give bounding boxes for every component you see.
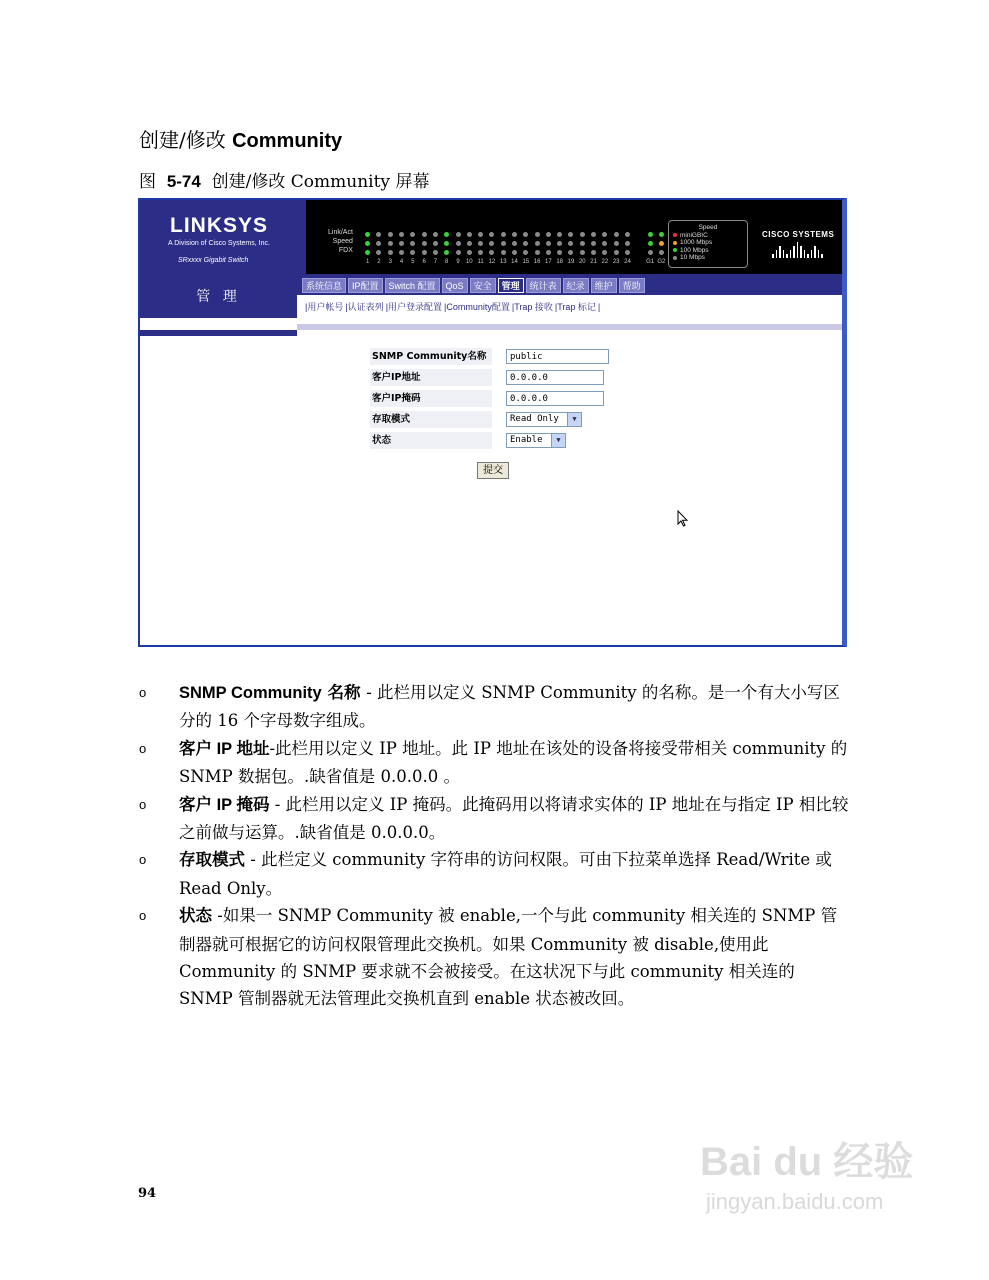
port-led bbox=[430, 239, 441, 248]
port-led bbox=[577, 239, 588, 248]
port-led bbox=[464, 230, 475, 239]
chevron-down-icon[interactable]: ▼ bbox=[551, 434, 565, 447]
description-item bbox=[139, 791, 851, 847]
tab-6[interactable]: 统计表 bbox=[526, 278, 561, 293]
port-led bbox=[464, 239, 475, 248]
port-number: 18 bbox=[556, 259, 564, 265]
item-text: - 此栏用以定义 SNMP Community 的名称。是一个有大小写区分的 16 个字母数字组成。 bbox=[179, 683, 840, 731]
port-led bbox=[464, 248, 475, 257]
client-mask-label: 客户IP掩码 bbox=[370, 390, 492, 407]
chevron-down-icon[interactable]: ▼ bbox=[567, 413, 581, 426]
bullet: o bbox=[139, 908, 147, 924]
item-text: - 此栏定义 community 字符串的访问权限。可由下拉菜单选择 Read/Write 或 Read Only。 bbox=[179, 850, 832, 898]
port-led bbox=[656, 248, 667, 257]
port-led bbox=[373, 248, 384, 257]
port-number: 10 bbox=[465, 259, 473, 265]
port-led bbox=[565, 248, 576, 257]
port-led bbox=[622, 248, 633, 257]
description-item bbox=[139, 846, 851, 902]
bullet: o bbox=[139, 685, 147, 700]
tab-0[interactable]: 系统信息 bbox=[302, 278, 346, 293]
status-row bbox=[370, 430, 609, 451]
port-led bbox=[396, 230, 407, 239]
port-number: 13 bbox=[499, 259, 507, 265]
port-led bbox=[633, 248, 644, 257]
community-name-input[interactable]: public bbox=[506, 349, 609, 364]
cisco-bars-icon bbox=[772, 242, 823, 258]
subnav-link[interactable]: |用户帐号 bbox=[305, 302, 344, 312]
figure-caption: 图 5-74 创建/修改 Community 屏幕 bbox=[139, 172, 430, 192]
ip-row bbox=[370, 367, 609, 388]
port-led bbox=[531, 239, 542, 248]
port-led bbox=[373, 230, 384, 239]
port-led bbox=[452, 230, 463, 239]
port-led bbox=[599, 230, 610, 239]
port-led bbox=[441, 248, 452, 257]
client-ip-input[interactable]: 0.0.0.0 bbox=[506, 370, 604, 385]
tab-8[interactable]: 维护 bbox=[591, 278, 617, 293]
port-number: 5 bbox=[411, 259, 415, 265]
client-ip-label: 客户IP地址 bbox=[370, 369, 492, 386]
port-led bbox=[644, 239, 655, 248]
port-led bbox=[498, 239, 509, 248]
port-led bbox=[486, 239, 497, 248]
port-led bbox=[498, 230, 509, 239]
port-led bbox=[588, 230, 599, 239]
port-led bbox=[577, 230, 588, 239]
device-header bbox=[140, 200, 842, 274]
port-number: 23 bbox=[612, 259, 620, 265]
port-led bbox=[633, 239, 644, 248]
item-term: 状态 bbox=[179, 907, 212, 926]
port-number: G2 bbox=[657, 259, 666, 265]
bullet: o bbox=[139, 796, 147, 812]
port-leds bbox=[362, 230, 667, 257]
community-row bbox=[370, 346, 609, 367]
tab-9[interactable]: 帮助 bbox=[619, 278, 645, 293]
navigation-band bbox=[140, 274, 842, 330]
port-led bbox=[588, 248, 599, 257]
port-led bbox=[418, 230, 429, 239]
port-led bbox=[611, 230, 622, 239]
port-number: 7 bbox=[433, 259, 438, 265]
port-led bbox=[373, 239, 384, 248]
tab-1[interactable]: IP配置 bbox=[348, 278, 383, 293]
baidu-watermark: Bai du 经验 jingyan.baidu.com bbox=[700, 1140, 914, 1214]
port-number: 15 bbox=[522, 259, 530, 265]
port-led bbox=[554, 230, 565, 239]
community-form bbox=[370, 346, 609, 451]
submit-button[interactable]: 提交 bbox=[477, 462, 509, 479]
port-led bbox=[452, 239, 463, 248]
mask-row bbox=[370, 388, 609, 409]
port-led bbox=[622, 230, 633, 239]
description-item bbox=[139, 679, 851, 735]
switch-ui-screenshot bbox=[138, 198, 847, 647]
subnav-link[interactable]: |用户登录配置 bbox=[385, 302, 443, 312]
port-led bbox=[418, 248, 429, 257]
port-led bbox=[554, 239, 565, 248]
port-led bbox=[486, 230, 497, 239]
port-led bbox=[577, 248, 588, 257]
led-row bbox=[362, 239, 667, 248]
port-led bbox=[385, 230, 396, 239]
item-term: 客户 IP 地址 bbox=[179, 739, 270, 758]
port-number: G1 bbox=[646, 259, 655, 265]
port-number: 3 bbox=[388, 259, 392, 265]
subnav-divider bbox=[297, 324, 842, 330]
page-number: 94 bbox=[138, 1186, 157, 1201]
port-led bbox=[430, 230, 441, 239]
nav-strip bbox=[140, 318, 297, 336]
bullet: o bbox=[139, 852, 147, 868]
port-led bbox=[362, 248, 373, 257]
port-number: 16 bbox=[533, 259, 541, 265]
port-number: 17 bbox=[545, 259, 552, 265]
port-number bbox=[633, 259, 644, 265]
item-term: 存取模式 bbox=[179, 851, 245, 870]
linksys-logo-area bbox=[140, 200, 306, 274]
client-mask-input[interactable]: 0.0.0.0 bbox=[506, 391, 604, 406]
subnav-link[interactable]: |认证表列 bbox=[345, 302, 384, 312]
item-text: - 此栏用以定义 IP 掩码。此掩码用以将请求实体的 IP 地址在与指定 IP 相比较之前做与运算。.缺省值是 0.0.0.0。 bbox=[179, 794, 849, 843]
port-led bbox=[644, 230, 655, 239]
port-led bbox=[509, 248, 520, 257]
led-labels: Link/Act Speed FDX bbox=[328, 229, 353, 254]
port-led bbox=[531, 248, 542, 257]
item-text: -此栏用以定义 IP 地址。此 IP 地址在该处的设备将接受带相关 community 的 SNMP 数据包。.缺省值是 0.0.0.0 。 bbox=[179, 738, 848, 787]
tab-2[interactable]: Switch 配置 bbox=[385, 278, 440, 293]
section-heading: 创建/修改 Community bbox=[139, 128, 343, 152]
speed-legend: Speed miniGBIC 1000 Mbps 100 Mbps 10 Mbps bbox=[668, 220, 748, 268]
port-number: 20 bbox=[578, 259, 586, 265]
sub-navigation bbox=[305, 300, 602, 313]
status-select[interactable]: Enable ▼ bbox=[506, 433, 566, 448]
port-led bbox=[565, 239, 576, 248]
port-led bbox=[531, 230, 542, 239]
port-led bbox=[407, 230, 418, 239]
subnav-link[interactable]: |Community配置 bbox=[444, 302, 510, 312]
port-led bbox=[520, 248, 531, 257]
port-number: 22 bbox=[601, 259, 609, 265]
item-term-suffix: 名称 bbox=[321, 683, 367, 702]
port-number: 9 bbox=[456, 259, 460, 265]
port-led bbox=[543, 248, 554, 257]
port-led bbox=[418, 239, 429, 248]
description-item bbox=[139, 735, 851, 791]
cisco-logo: CISCO SYSTEMS bbox=[762, 230, 835, 239]
logo-subtitle: A Division of Cisco Systems, Inc. bbox=[168, 240, 270, 247]
subnav-link[interactable]: |Trap 标记 bbox=[554, 302, 596, 312]
field-description-list bbox=[139, 679, 851, 1013]
port-led bbox=[543, 239, 554, 248]
access-mode-select[interactable]: Read Only ▼ bbox=[506, 412, 582, 427]
tab-4[interactable]: 安全 bbox=[470, 278, 496, 293]
port-led bbox=[633, 230, 644, 239]
port-led bbox=[611, 239, 622, 248]
status-label: 状态 bbox=[370, 432, 492, 449]
subnav-link: | bbox=[597, 302, 601, 312]
port-led bbox=[509, 239, 520, 248]
access-mode-label: 存取模式 bbox=[370, 411, 492, 428]
port-led bbox=[362, 239, 373, 248]
port-number: 14 bbox=[511, 259, 518, 265]
section-title: 管 理 bbox=[140, 274, 297, 318]
port-led bbox=[396, 239, 407, 248]
community-name-label: SNMP Community名称 bbox=[370, 348, 492, 365]
port-number: 12 bbox=[488, 259, 496, 265]
port-led bbox=[656, 239, 667, 248]
port-led bbox=[486, 248, 497, 257]
port-number: 21 bbox=[590, 259, 597, 265]
tab-3[interactable]: QoS bbox=[442, 278, 468, 293]
led-row bbox=[362, 230, 667, 239]
port-led bbox=[498, 248, 509, 257]
port-led bbox=[362, 230, 373, 239]
port-number: 6 bbox=[422, 259, 426, 265]
port-led bbox=[475, 230, 486, 239]
port-led bbox=[599, 248, 610, 257]
port-number: 2 bbox=[377, 259, 381, 265]
port-led bbox=[396, 248, 407, 257]
port-number: 1 bbox=[365, 259, 370, 265]
port-led bbox=[554, 248, 565, 257]
port-led bbox=[475, 239, 486, 248]
mouse-cursor-icon bbox=[677, 510, 689, 528]
access-row bbox=[370, 409, 609, 430]
port-led bbox=[543, 230, 554, 239]
subnav-link[interactable]: |Trap 接收 bbox=[511, 302, 553, 312]
main-tabs bbox=[302, 278, 645, 293]
tab-5[interactable]: 管理 bbox=[498, 278, 524, 293]
port-number: 8 bbox=[445, 259, 449, 265]
port-number: 24 bbox=[624, 259, 631, 265]
linksys-logo: LINKSYS bbox=[170, 214, 269, 237]
port-led bbox=[441, 230, 452, 239]
port-numbers bbox=[362, 259, 667, 265]
item-term: 客户 IP 掩码 bbox=[179, 795, 270, 814]
description-item bbox=[139, 902, 851, 1013]
port-number: 4 bbox=[399, 259, 404, 265]
item-text: -如果一 SNMP Community 被 enable,一个与此 community 相关连的 SNMP 管制器就可根据它的访问权限管理此交换机。如果 Community 被 disable,使用此 Community 的 SNMP 要求就不会被接受。在这状况下与此 community 相关连的 SNMP 管制器就无法管理此交换机直到 enable 状态被改回。 bbox=[179, 906, 838, 1009]
port-led bbox=[644, 248, 655, 257]
port-led bbox=[622, 239, 633, 248]
port-led bbox=[520, 239, 531, 248]
port-led bbox=[407, 248, 418, 257]
port-led bbox=[407, 239, 418, 248]
port-number: 19 bbox=[567, 259, 575, 265]
port-led bbox=[611, 248, 622, 257]
bullet: o bbox=[139, 740, 147, 756]
item-term: SNMP Community bbox=[179, 684, 322, 702]
port-led bbox=[452, 248, 463, 257]
model-name: SRxxxx Gigabit Switch bbox=[178, 257, 249, 264]
port-led bbox=[599, 239, 610, 248]
led-row bbox=[362, 248, 667, 257]
port-number: 11 bbox=[477, 259, 484, 265]
port-led bbox=[475, 248, 486, 257]
port-led bbox=[385, 248, 396, 257]
port-led bbox=[509, 230, 520, 239]
tab-7[interactable]: 纪录 bbox=[563, 278, 589, 293]
port-led bbox=[565, 230, 576, 239]
port-led bbox=[441, 239, 452, 248]
port-led bbox=[656, 230, 667, 239]
port-led bbox=[430, 248, 441, 257]
port-led bbox=[588, 239, 599, 248]
port-led bbox=[385, 239, 396, 248]
port-led bbox=[520, 230, 531, 239]
